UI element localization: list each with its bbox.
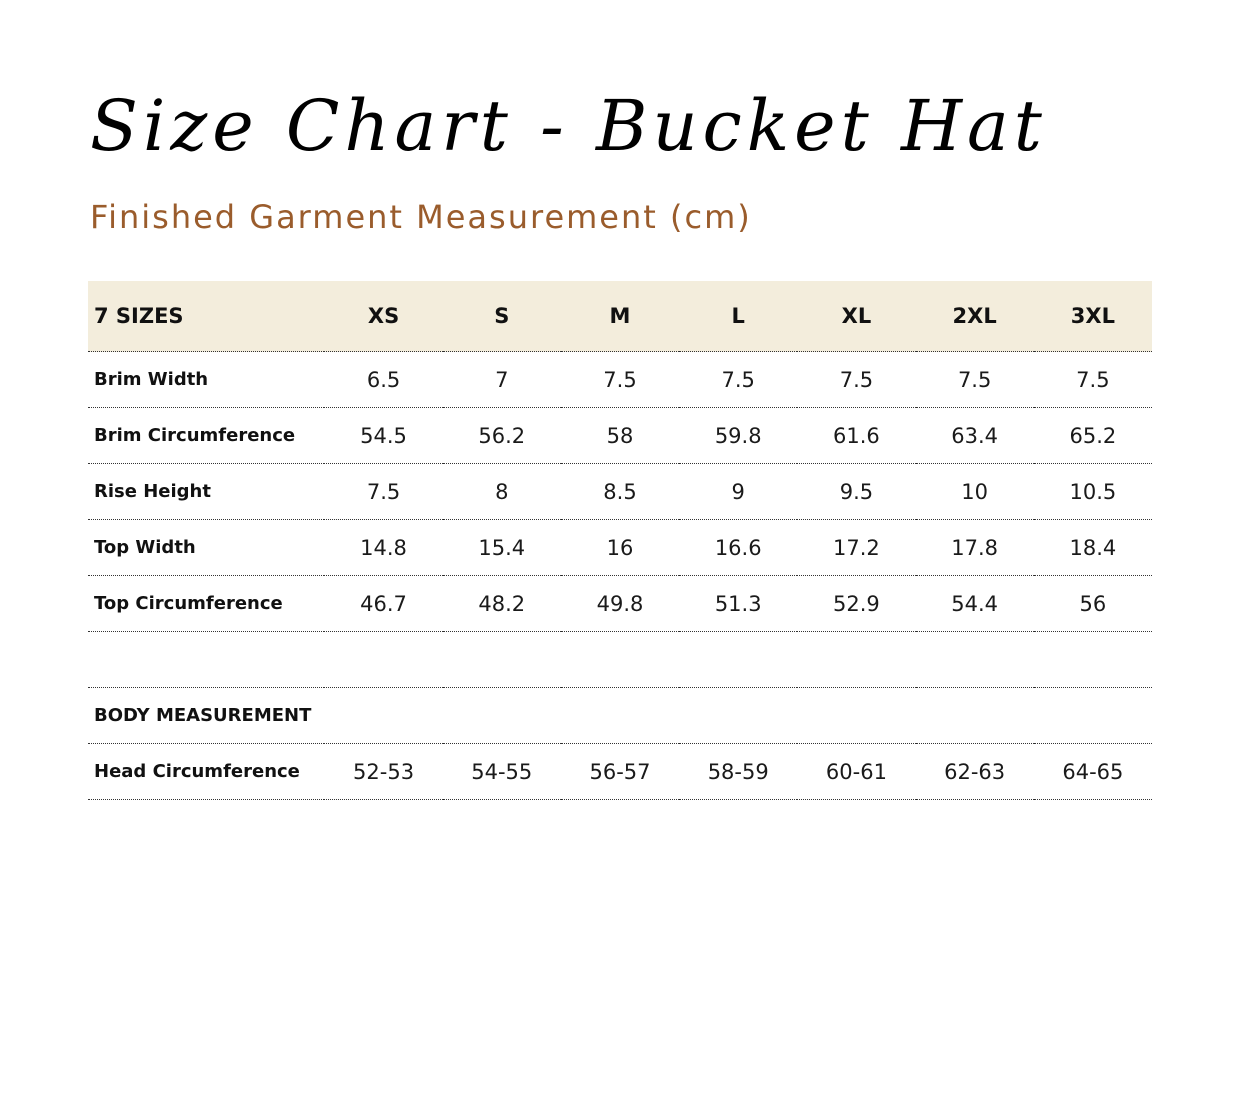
table-cell: 52-53 [324,744,442,800]
size-header-m: M [561,281,679,352]
table-cell: 54-55 [443,744,561,800]
row-label: Rise Height [88,464,324,520]
table-cell: 10 [916,464,1034,520]
table-cell: 16 [561,520,679,576]
table-cell: 17.8 [916,520,1034,576]
table-cell: 56-57 [561,744,679,800]
table-cell: 14.8 [324,520,442,576]
size-header-xs: XS [324,281,442,352]
table-row-brim-circumference [88,408,1152,464]
table-cell: 49.8 [561,576,679,632]
body-measurement-section-row [88,688,1152,744]
table-cell: 7 [443,352,561,408]
table-cell: 62-63 [916,744,1034,800]
table-cell: 51.3 [679,576,797,632]
table-cell: 7.5 [1034,352,1152,408]
table-cell: 18.4 [1034,520,1152,576]
table-cell: 7.5 [561,352,679,408]
table-row-brim-width [88,352,1152,408]
section-label: BODY MEASUREMENT [88,688,1152,744]
row-label: Brim Width [88,352,324,408]
row-label: Head Circumference [88,744,324,800]
table-cell: 56 [1034,576,1152,632]
table-cell: 17.2 [797,520,915,576]
row-label: Top Circumference [88,576,324,632]
size-header-xl: XL [797,281,915,352]
table-cell: 7.5 [679,352,797,408]
size-header-s: S [443,281,561,352]
table-cell: 58 [561,408,679,464]
table-cell: 59.8 [679,408,797,464]
size-header-l: L [679,281,797,352]
sizes-count-header: 7 SIZES [88,281,324,352]
table-cell: 65.2 [1034,408,1152,464]
table-cell: 46.7 [324,576,442,632]
table-cell: 60-61 [797,744,915,800]
table-cell: 48.2 [443,576,561,632]
row-label: Top Width [88,520,324,576]
table-cell: 54.4 [916,576,1034,632]
table-cell: 7.5 [324,464,442,520]
page-subtitle: Finished Garment Measurement (cm) [90,198,752,236]
table-cell: 15.4 [443,520,561,576]
table-cell: 7.5 [916,352,1034,408]
table-cell: 8.5 [561,464,679,520]
table-row-head-circumference [88,744,1152,800]
table-cell: 7.5 [797,352,915,408]
size-chart-table [88,281,1152,800]
table-header-row [88,281,1152,352]
spacer-cell [88,632,1152,688]
table-cell: 9 [679,464,797,520]
table-cell: 63.4 [916,408,1034,464]
table-row-top-width [88,520,1152,576]
table-cell: 16.6 [679,520,797,576]
table-spacer-row [88,632,1152,688]
table-cell: 10.5 [1034,464,1152,520]
page-title: Size Chart - Bucket Hat [90,85,1047,167]
table-cell: 61.6 [797,408,915,464]
table-cell: 56.2 [443,408,561,464]
row-label: Brim Circumference [88,408,324,464]
table-row-rise-height [88,464,1152,520]
table-row-top-circumference [88,576,1152,632]
table-cell: 8 [443,464,561,520]
table-cell: 64-65 [1034,744,1152,800]
size-header-2xl: 2XL [916,281,1034,352]
table-cell: 6.5 [324,352,442,408]
table-cell: 9.5 [797,464,915,520]
table-cell: 52.9 [797,576,915,632]
table-cell: 54.5 [324,408,442,464]
size-header-3xl: 3XL [1034,281,1152,352]
table-cell: 58-59 [679,744,797,800]
